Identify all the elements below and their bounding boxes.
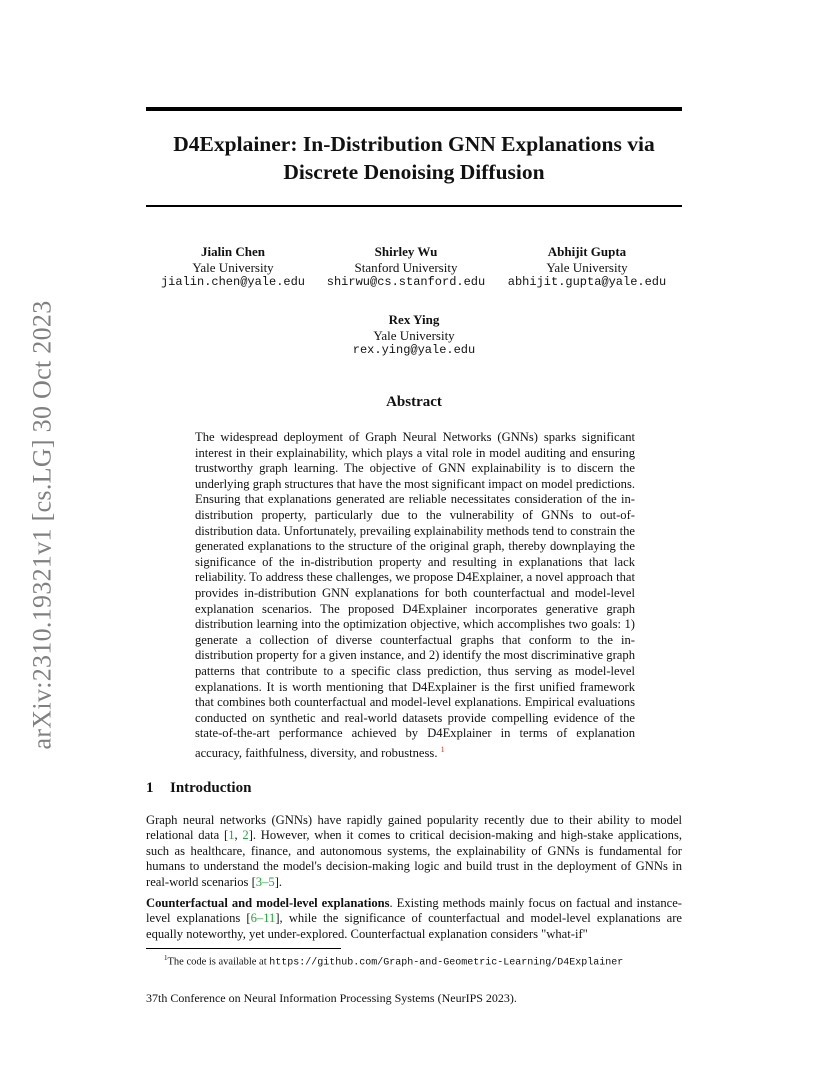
author-email[interactable]: jialin.chen@yale.edu xyxy=(160,275,306,289)
arxiv-stamp xyxy=(20,290,64,760)
intro-paragraph-1 xyxy=(146,813,682,890)
paragraph-text: Graph neural networks (GNNs) have rapidly gained popularity recently due to their ability to model relational data [ xyxy=(146,813,682,843)
abstract-body xyxy=(195,430,635,762)
author-email[interactable]: rex.ying@yale.edu xyxy=(352,343,476,357)
author-block xyxy=(306,244,506,291)
author-name: Rex Ying xyxy=(388,312,440,327)
title-line-1: D4Explainer: In-Distribution GNN Explanations via xyxy=(173,132,655,156)
author-name: Shirley Wu xyxy=(374,244,438,259)
footnote-text: The code is available at xyxy=(167,956,270,968)
abstract-text: The widespread deployment of Graph Neural Networks (GNNs) sparks significant interest in their explainability, which plays a vital role in model auditing and ensuring trustworthy graph learning. The objective of GNN explainability is to discern the underlying graph structures that have the most significant impact on model predictions. Ensuring that explanations generated are reliable necessitates consideration of the in-distribution property, particularly due to the vulnerability of GNNs to out-of-distribution data. Unfortunately, prevailing explainability methods tend to constrain the generated explanations to the structure of the original graph, thereby downplaying the significance of the in-distribution property and resulting in explanations that lack reliability. To address these challenges, we propose D4Explainer, a novel approach that provides in-distribution GNN explanations for both counterfactual and model-level explanation scenarios. The proposed D4Explainer incorporates generative graph distribution learning into the optimization objective, which accomplishes two goals: 1) generate a collection of diverse counterfactual graphs that conform to the in-distribution property for a given instance, and 2) identify the most discriminative graph patterns that contribute to a specific class prediction, thus serving as model-level explanations. It is worth mentioning that D4Explainer is the first unified framework that combines both counterfactual and model-level explanations. Empirical evaluations conducted on synthetic and real-world datasets provide compelling evidence of the state-of-the-art performance achieved by D4Explainer in terms of explanation accuracy, faithfulness, diversity, and robustness. xyxy=(195,430,635,761)
author-affiliation: Yale University xyxy=(546,259,628,275)
citation-link[interactable]: 6–11 xyxy=(250,911,276,926)
citation-link[interactable]: 3–5 xyxy=(255,874,275,889)
paragraph-text: ]. However, when it comes to critical decision-making and high-stake applications, such as healthcare, finance, and autonomous systems, the explainability of GNNs is fundamental for humans to understand the model's decision-making logic and build trust in the deployment of GNNs in real-world scenarios [ xyxy=(146,828,682,889)
author-affiliation: Yale University xyxy=(192,259,274,275)
author-block xyxy=(314,312,514,359)
title-bottom-rule xyxy=(146,205,682,207)
author-email[interactable]: shirwu@cs.stanford.edu xyxy=(326,275,486,289)
footnote xyxy=(164,952,623,970)
venue-note: 37th Conference on Neural Information Processing Systems (NeurIPS 2023). xyxy=(146,991,517,1005)
arxiv-stamp-text: arXiv:2310.19321v1 [cs.LG] 30 Oct 2023 xyxy=(27,300,56,750)
author-affiliation: Stanford University xyxy=(354,259,458,275)
paper-title xyxy=(146,130,682,186)
author-name: Abhijit Gupta xyxy=(547,244,627,259)
author-affiliation: Yale University xyxy=(373,327,455,343)
paragraph-text: ]. xyxy=(274,874,283,889)
author-email[interactable]: abhijit.gupta@yale.edu xyxy=(507,275,667,289)
intro-paragraph-2 xyxy=(146,896,682,942)
citation-link[interactable]: 2 xyxy=(242,828,249,843)
paragraph-text: ], while the significance of counterfactual and model-level explanations are equally noteworthy, yet under-explored. Counterfactual explanation considers "what-if" xyxy=(146,911,683,941)
abstract-heading: Abstract xyxy=(386,394,442,410)
citation-link[interactable]: 1 xyxy=(228,828,235,843)
title-line-2: Discrete Denoising Diffusion xyxy=(283,160,545,184)
code-url-link[interactable]: https://github.com/Graph-and-Geometric-Learning/D4Explainer xyxy=(269,957,624,969)
footnote-number: 1 xyxy=(164,954,168,962)
footnote-rule xyxy=(146,948,341,949)
paragraph-text: , xyxy=(234,828,243,843)
paragraph-text: . Existing methods mainly focus on factual and instance-level explanations [ xyxy=(146,896,682,926)
author-name: Jialin Chen xyxy=(201,244,265,259)
section-heading xyxy=(146,780,251,797)
section-number: 1 xyxy=(146,780,154,796)
section-title: Introduction xyxy=(170,780,252,796)
paragraph-run-in-heading: Counterfactual and model-level explanations xyxy=(146,896,390,910)
author-block xyxy=(487,244,687,291)
author-block xyxy=(133,244,333,291)
footnote-marker[interactable]: 1 xyxy=(440,744,445,754)
title-top-rule xyxy=(146,107,682,111)
